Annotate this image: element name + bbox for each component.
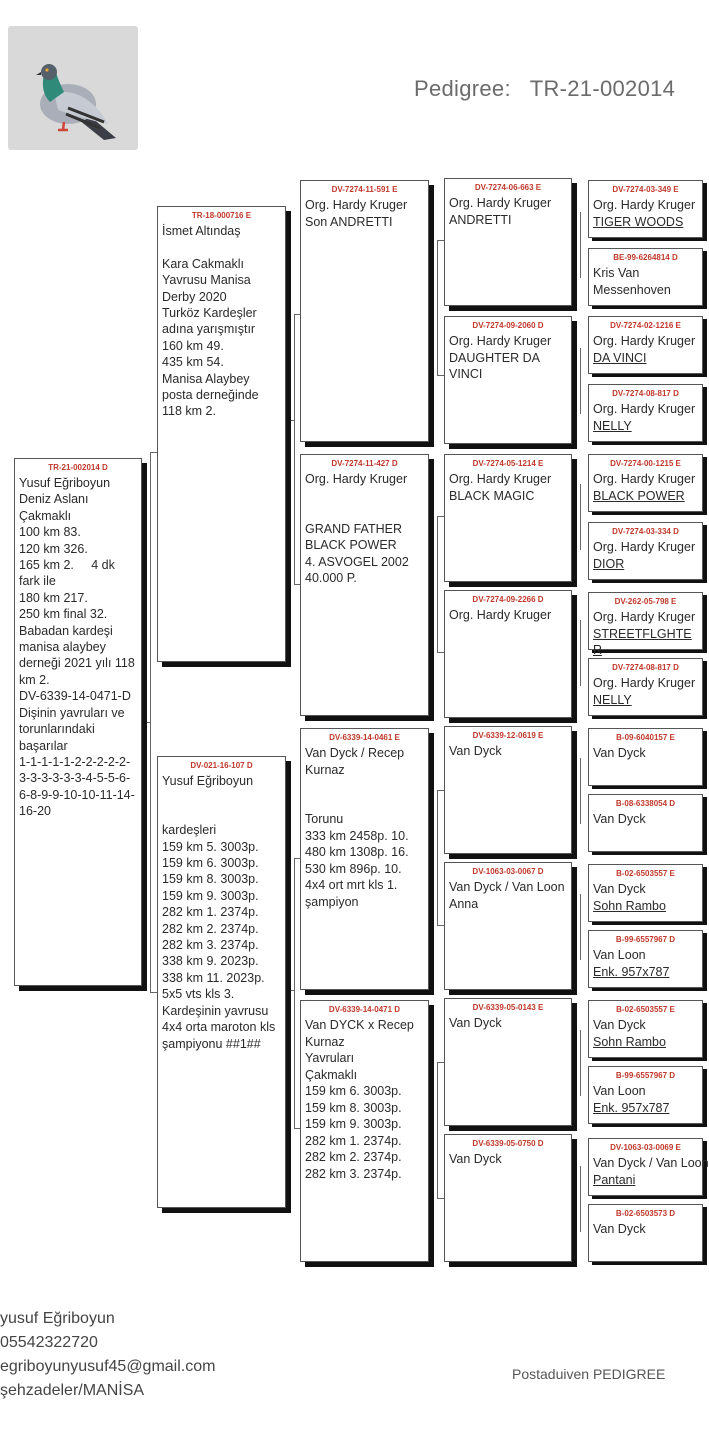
pedigree-card-gen5-4[interactable] <box>588 384 703 442</box>
ring-number: B-08-6338054 D <box>615 799 676 808</box>
card-text: Van Dyck <box>449 1016 502 1030</box>
ring-number: B-99-6557967 D <box>615 1071 676 1080</box>
card-line2: NELLY <box>593 692 632 707</box>
ring-number: DV-7274-11-591 E <box>331 185 398 194</box>
card-text: Org. Hardy Kruger GRAND FATHER BLACK POWER 4. ASVOGEL 2002 40.000 P. <box>305 472 409 585</box>
contact-address: şehzadeler/MANİSA <box>0 1382 145 1399</box>
pedigree-card-gen4-6[interactable] <box>444 862 572 990</box>
card-line2: BLACK POWER <box>593 488 685 503</box>
pedigree-card-gen5-5[interactable] <box>588 454 703 512</box>
pedigree-card-gen5-11[interactable] <box>588 864 703 922</box>
pedigree-card-gen5-10[interactable] <box>588 794 703 852</box>
card-line1: Org. Hardy Kruger <box>593 540 696 554</box>
pedigree-card-gen5-15[interactable] <box>588 1138 709 1196</box>
pedigree-card-sire[interactable] <box>157 206 286 662</box>
ring-number: DV-1063-03-0069 E <box>610 1143 681 1152</box>
pedigree-card-gen4-5[interactable] <box>444 726 572 854</box>
ring-number: DV-262-05-798 E <box>614 597 677 606</box>
card-text: Org. Hardy Kruger <box>449 608 552 622</box>
pedigree-card-gen5-1[interactable] <box>588 180 703 238</box>
pedigree-card-gen5-8[interactable] <box>588 658 703 716</box>
card-text: İsmet Altındaş Kara Cakmaklı Yavrusu Manisa Derby 2020 Turköz Kardeşler adına yarışmıştır 160 km 49. 435 km 54. Manisa Alaybey posta derneğinde 118 km 2. <box>162 224 259 419</box>
ring-number: DV-7274-08-817 D <box>612 389 679 398</box>
ring-number: DV-021-16-107 D <box>190 761 253 770</box>
ring-number: DV-7274-08-817 D <box>612 663 679 672</box>
pedigree-card-gen4-4[interactable] <box>444 590 572 718</box>
ring-number: B-09-6040157 E <box>616 733 675 742</box>
contact-block <box>0 1307 215 1403</box>
pedigree-card-gen4-1[interactable] <box>444 178 572 306</box>
ring-number: BE-99-6264814 D <box>613 253 678 262</box>
contact-phone[interactable]: 05542322720 <box>0 1334 98 1351</box>
card-line1: Org. Hardy Kruger <box>593 676 696 690</box>
ring-number: DV-6339-05-0750 D <box>472 1139 544 1148</box>
ring-number: DV-6339-14-0461 E <box>329 733 400 742</box>
ring-number: DV-6339-05-0143 E <box>472 1003 544 1012</box>
pedigree-card-gen5-2[interactable] <box>588 248 703 306</box>
pedigree-card-gen5-12[interactable] <box>588 930 703 988</box>
pedigree-card-gen4-2[interactable] <box>444 316 572 444</box>
card-line1: Van Dyck <box>593 746 646 760</box>
card-line1: Van Dyck <box>593 882 646 896</box>
pedigree-card-gen3-1[interactable] <box>300 180 429 442</box>
ring-number: DV-1063-03-0067 D <box>472 867 544 876</box>
ring-number: DV-7274-00-1215 E <box>610 459 681 468</box>
card-line1: Van Dyck / Van Loon <box>593 1156 709 1170</box>
card-line1: Van Loon <box>593 948 646 962</box>
ring-number: DV-7274-02-1216 E <box>610 321 681 330</box>
card-line2: Enk. 957x787 <box>593 1100 670 1115</box>
pedigree-card-gen5-9[interactable] <box>588 728 703 786</box>
card-text: Van Dyck <box>449 1152 502 1166</box>
contact-email[interactable]: egriboyunyusuf45@gmail.com <box>0 1358 216 1375</box>
card-text: Yusuf Eğriboyun kardeşleri 159 km 5. 3003p. 159 km 6. 3003p. 159 km 8. 3003p. 159 km 9. 3003p. 282 km 1. 2374p. 282 km 2. 2374p. 282 km 3. 2374p. 338 km 9. 2023p. 338 km 11. 2023p. 5x5 vts kls 3. Kardeşinin yavrusu 4x4 orta maroton kls şampiyonu ##1## <box>162 774 276 1051</box>
pedigree-card-gen5-6[interactable] <box>588 522 703 580</box>
pigeon-icon <box>8 26 138 150</box>
card-text: Van Dyck / Van Loon Anna <box>449 880 565 911</box>
card-line1: Org. Hardy Kruger <box>593 472 696 486</box>
pedigree-card-gen3-4[interactable] <box>300 1000 429 1262</box>
card-text: Yusuf Eğriboyun Deniz Aslanı Çakmaklı 100 km 83. 120 km 326. 165 km 2. 4 dk fark ile 180 km 217. 250 km final 32. Babadan kardeşi manisa alaybey derneği 2021 yılı 118 km 2. DV-6339-14-0471-D Dişinin yavruları ve torunlarındaki başarılar 1-1-1-1-1-2-2-2-2-2-3-3-3-3-3-3-4-5-5-6-6-8-9-9-10-10-11-14-16-20 <box>19 476 135 819</box>
pedigree-title: Pedigree: TR-21-002014 <box>414 76 676 101</box>
card-line1: Org. Hardy Kruger <box>593 610 696 624</box>
ring-number: DV-7274-09-2266 D <box>472 595 544 604</box>
card-line1: Kris Van <box>593 266 640 280</box>
pedigree-card-gen4-8[interactable] <box>444 1134 572 1262</box>
card-line2: Sohn Rambo <box>593 1034 666 1049</box>
ring-number: DV-6339-12-0619 E <box>472 731 544 740</box>
card-text: Org. Hardy Kruger BLACK MAGIC <box>449 472 552 503</box>
card-line1: Van Dyck <box>593 812 646 826</box>
card-line2: Enk. 957x787 <box>593 964 670 979</box>
ring-number: DV-7274-11-427 D <box>331 459 398 468</box>
pigeon-logo <box>8 26 138 150</box>
card-line2: DIOR <box>593 556 625 571</box>
card-line1: Org. Hardy Kruger <box>593 402 696 416</box>
card-line2: Pantani <box>593 1172 636 1187</box>
ring-number: DV-7274-03-334 D <box>612 527 679 536</box>
card-text: Van Dyck / Recep Kurnaz Torunu 333 km 2458p. 10. 480 km 1308p. 16. 530 km 896p. 10. 4x4 ort mrt kls 1. şampiyon <box>305 746 409 909</box>
pedigree-card-gen5-16[interactable] <box>588 1204 703 1262</box>
pedigree-card-gen5-14[interactable] <box>588 1066 703 1124</box>
card-text: Van Dyck <box>449 744 502 758</box>
ring-number: B-99-6557967 D <box>615 935 676 944</box>
pedigree-card-gen5-3[interactable] <box>588 316 703 374</box>
pedigree-card-dam[interactable] <box>157 756 286 1208</box>
card-line1: Org. Hardy Kruger <box>593 334 696 348</box>
card-line1: Van Dyck <box>593 1018 646 1032</box>
ring-number: B-02-6503573 D <box>615 1209 676 1218</box>
ring-number: TR-21-002014 D <box>48 463 108 472</box>
ring-number: B-02-6503557 E <box>616 1005 675 1014</box>
contact-name: yusuf Eğriboyun <box>0 1310 115 1327</box>
ring-number: B-02-6503557 E <box>616 869 675 878</box>
ring-number: DV-6339-14-0471 D <box>328 1005 401 1014</box>
pedigree-card-gen3-3[interactable] <box>300 728 429 990</box>
card-line2: TIGER WOODS <box>593 214 684 229</box>
card-line1: Org. Hardy Kruger <box>593 198 696 212</box>
card-line1: Van Dyck <box>593 1222 646 1236</box>
card-text: Org. Hardy Kruger ANDRETTI <box>449 196 552 227</box>
pedigree-card-gen3-2[interactable] <box>300 454 429 716</box>
pedigree-card-subject[interactable] <box>14 458 142 986</box>
pedigree-card-gen4-3[interactable] <box>444 454 572 582</box>
pedigree-card-gen5-7[interactable] <box>588 592 703 657</box>
card-line2: NELLY <box>593 418 632 433</box>
card-line2: STREETFLGHTER <box>593 626 692 657</box>
ring-number: DV-7274-09-2060 D <box>472 321 544 330</box>
card-line2: Messenhoven <box>593 282 671 297</box>
footer-brand: Postaduiven PEDIGREE <box>512 1366 666 1382</box>
card-text: Org. Hardy Kruger DAUGHTER DA VINCI <box>449 334 552 381</box>
ring-number: DV-7274-05-1214 E <box>472 459 544 468</box>
ring-number: DV-7274-03-349 E <box>612 185 679 194</box>
ring-number: TR-18-000716 E <box>191 211 252 220</box>
card-text: Van DYCK x Recep Kurnaz Yavruları Çakmaklı 159 km 6. 3003p. 159 km 8. 3003p. 159 km 9. 3003p. 282 km 1. 2374p. 282 km 2. 2374p. 282 km 3. 2374p. <box>305 1018 414 1181</box>
card-line1: Van Loon <box>593 1084 646 1098</box>
pedigree-card-gen4-7[interactable] <box>444 998 572 1126</box>
card-text: Org. Hardy Kruger Son ANDRETTI <box>305 198 408 229</box>
pedigree-card-gen5-13[interactable] <box>588 1000 703 1058</box>
card-line2: Sohn Rambo <box>593 898 666 913</box>
card-line2: DA VINCI <box>593 350 647 365</box>
ring-number: DV-7274-06-663 E <box>474 183 542 192</box>
